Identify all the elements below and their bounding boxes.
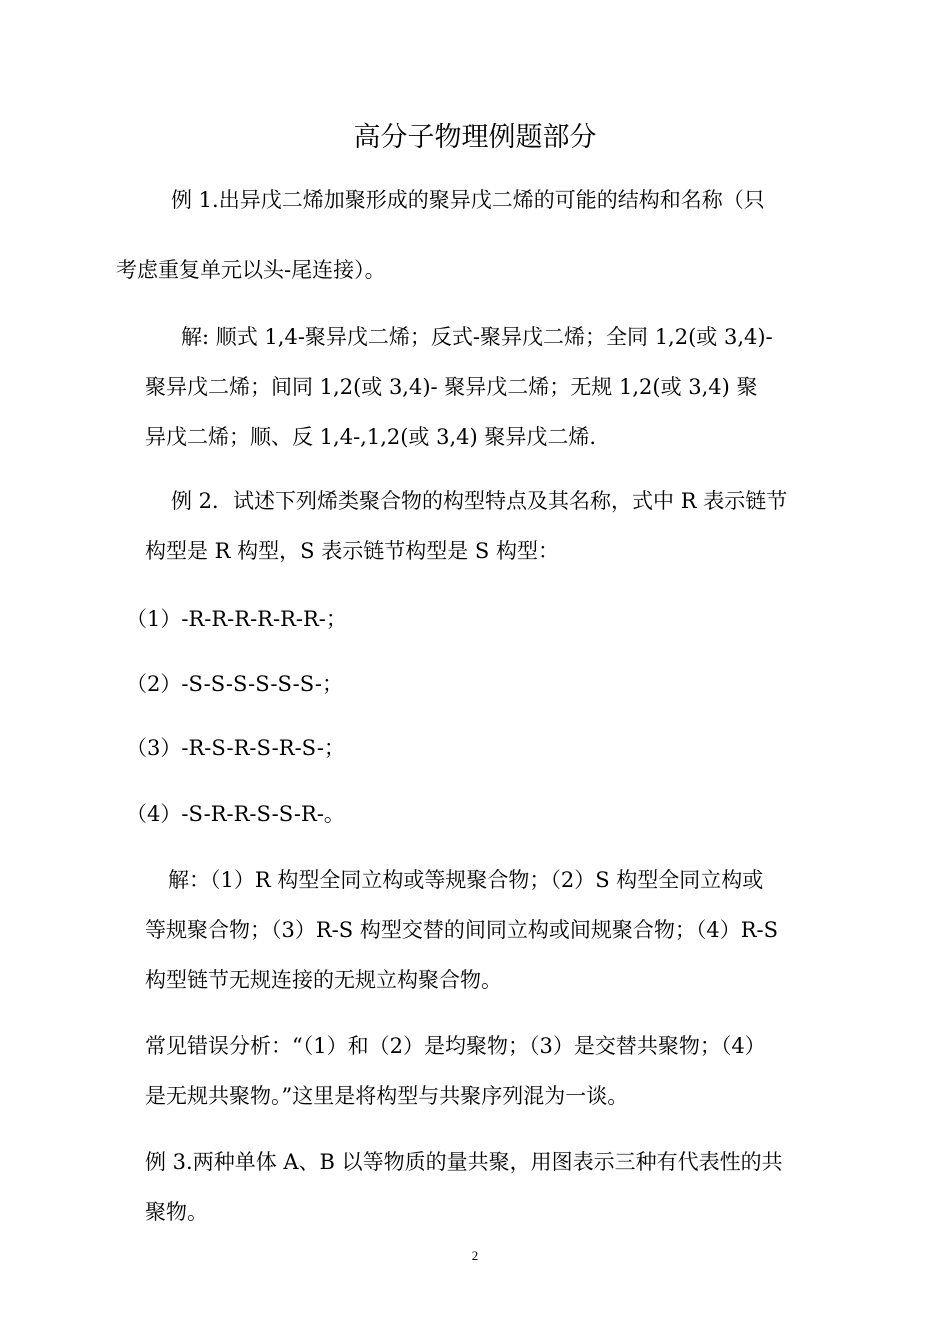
text-line: 解：（1）R 构型全同立构或等规聚合物；（2）S 构型全同立构或 bbox=[168, 868, 764, 892]
text-line: 考虑重复单元以头-尾连接）。 bbox=[116, 258, 386, 282]
text-line: （4）-S-R-R-S-S-R-。 bbox=[126, 802, 345, 826]
text-line: 异戊二烯；顺、反 1,4-,1,2(或 3,4) 聚异戊二烯. bbox=[145, 425, 597, 449]
text-line: 构型链节无规连接的无规立构聚合物。 bbox=[145, 968, 502, 992]
page-number: 2 bbox=[471, 1248, 479, 1263]
text-line: （1）-R-R-R-R-R-R-； bbox=[126, 607, 347, 631]
text-line: 是无规共聚物。”这里是将构型与共聚序列混为一谈。 bbox=[145, 1084, 629, 1108]
text-line: 例 2．试述下列烯类聚合物的构型特点及其名称，式中 R 表示链节 bbox=[171, 489, 788, 513]
text-line: （2）-S-S-S-S-S-S-； bbox=[126, 672, 343, 696]
text-line: 常见错误分析：“（1）和（2）是均聚物；（3）是交替共聚物；（4） bbox=[145, 1034, 766, 1058]
page-title: 高分子物理例题部分 bbox=[353, 122, 597, 153]
text-line: 聚物。 bbox=[145, 1200, 208, 1224]
text-line: （3）-R-S-R-S-R-S-； bbox=[126, 736, 345, 760]
text-line: 例 1.出异戊二烯加聚形成的聚异戊二烯的可能的结构和名称（只 bbox=[171, 188, 765, 212]
text-line: 解: 顺式 1,4-聚异戊二烯；反式-聚异戊二烯；全同 1,2(或 3,4)- bbox=[181, 325, 773, 349]
text-line: 等规聚合物；（3）R-S 构型交替的间同立构或间规聚合物；（4）R-S bbox=[145, 918, 778, 942]
text-line: 聚异戊二烯；间同 1,2(或 3,4)- 聚异戊二烯；无规 1,2(或 3,4) 聚 bbox=[145, 375, 758, 399]
text-line: 构型是 R 构型，S 表示链节构型是 S 构型： bbox=[145, 539, 559, 563]
text-line: 例 3.两种单体 A、B 以等物质的量共聚，用图表示三种有代表性的共 bbox=[145, 1150, 783, 1174]
